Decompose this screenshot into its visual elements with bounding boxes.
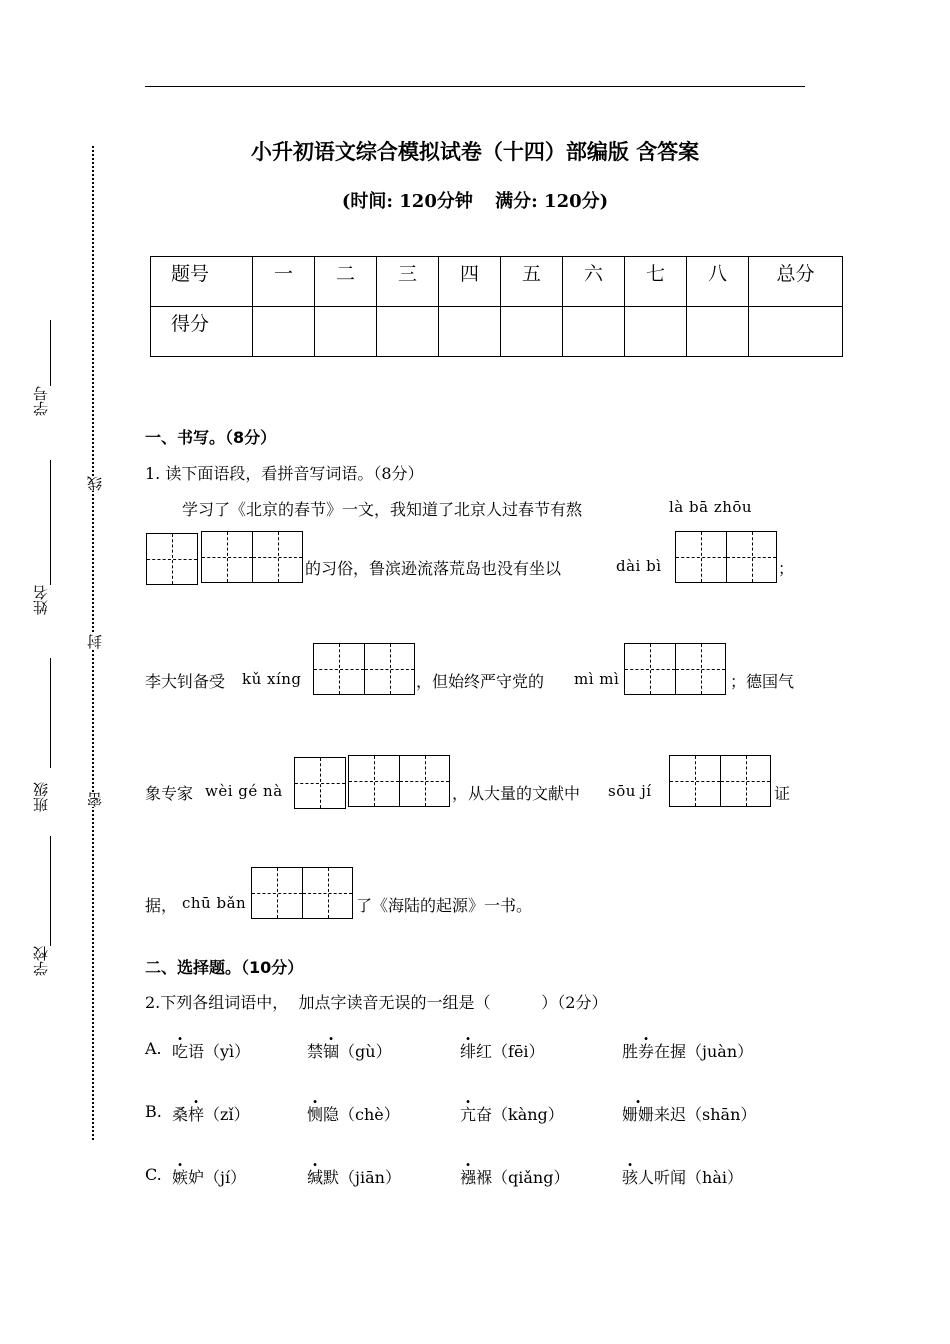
- score-header-cell: 二: [315, 257, 377, 307]
- dotted-char: 锢: [323, 1042, 340, 1061]
- seal-char-secret: 密: [86, 792, 104, 807]
- school-blank: [50, 836, 51, 946]
- q1-text-line4c: 证: [774, 784, 791, 803]
- section-2-heading: 二、选择题。（10分）: [145, 958, 304, 977]
- char-grid-mi-mi[interactable]: [624, 643, 726, 695]
- score-table: [150, 256, 843, 357]
- option-word: [307, 1102, 400, 1125]
- score-cell[interactable]: [749, 307, 843, 357]
- name-blank: [50, 460, 51, 585]
- pinyin-mi-mi: mì mì: [574, 670, 620, 688]
- class-blank: [50, 658, 51, 768]
- dotted-char: 姗姗: [622, 1105, 655, 1124]
- word-reading: （gù）: [339, 1042, 392, 1061]
- char-grid-dai-bi[interactable]: [675, 531, 777, 583]
- exam-info: [0, 187, 950, 213]
- section-1-heading: 一、书写。（8分）: [145, 428, 277, 447]
- dotted-char: 襁: [460, 1168, 477, 1187]
- score-cell[interactable]: [687, 307, 749, 357]
- score-cell[interactable]: [315, 307, 377, 357]
- score-cell[interactable]: [377, 307, 439, 357]
- exam-full-score: 满分: 120分): [495, 191, 609, 212]
- q1-text-line4a: 象专家: [145, 784, 194, 803]
- score-cell[interactable]: [625, 307, 687, 357]
- word-part: 桑: [172, 1105, 189, 1124]
- score-header-cell: 总分: [749, 257, 843, 307]
- header-rule: [145, 86, 805, 87]
- q1-text-line5a: 据，: [145, 896, 178, 915]
- dotted-char: 绯: [460, 1042, 477, 1061]
- option-word: [460, 1102, 564, 1125]
- word-reading: 默（jiān）: [323, 1168, 401, 1187]
- pinyin-sou-ji: sōu jí: [608, 782, 652, 800]
- word-part: 胜: [622, 1042, 639, 1061]
- label-school: 学校: [32, 946, 50, 976]
- score-header-cell: 四: [439, 257, 501, 307]
- exam-time: (时间: 120分钟: [341, 191, 473, 212]
- q1-text-line3b: ，但始终严守党的: [416, 672, 545, 691]
- q1-text-line2a: 的习俗，鲁滨逊流落荒岛也没有坐以: [305, 559, 562, 578]
- score-header-cell: 题号: [151, 257, 253, 307]
- q1-text-line3a: 李大钊备受: [145, 672, 226, 691]
- word-reading: 妒（jí）: [188, 1168, 247, 1187]
- score-cell[interactable]: [501, 307, 563, 357]
- pinyin-dai-bi: dài bì: [616, 557, 662, 575]
- dotted-char: 亢: [460, 1105, 477, 1124]
- dotted-char: 嫉: [172, 1168, 189, 1187]
- q1-text-line1: 学习了《北京的春节》一文，我知道了北京人过春节有熬: [182, 500, 583, 519]
- word-reading: 红（fēi）: [476, 1042, 545, 1061]
- score-row-label: 得分: [151, 307, 253, 357]
- option-word: [172, 1165, 246, 1188]
- option-word: [172, 1102, 250, 1125]
- pinyin-la-ba-zhou: là bā zhōu: [669, 498, 753, 516]
- char-grid-ge-na[interactable]: [348, 755, 450, 807]
- dotted-char: 吃: [172, 1042, 189, 1061]
- score-cell[interactable]: [253, 307, 315, 357]
- dotted-char: 恻: [307, 1105, 324, 1124]
- word-reading: 奋（kàng）: [476, 1105, 564, 1124]
- score-cell[interactable]: [563, 307, 625, 357]
- word-reading: 语（yì）: [188, 1042, 251, 1061]
- label-student-id: 学号: [32, 386, 50, 416]
- word-reading: （zǐ）: [204, 1105, 250, 1124]
- score-header-cell: 七: [625, 257, 687, 307]
- char-grid-ku-xing[interactable]: [313, 643, 415, 695]
- char-grid-chu-ban[interactable]: [251, 867, 353, 919]
- option-word: [307, 1165, 401, 1188]
- score-cell[interactable]: [439, 307, 501, 357]
- word-reading: 隐（chè）: [323, 1105, 400, 1124]
- q1-text-line2b: ；: [778, 559, 795, 578]
- dotted-char: 缄: [307, 1168, 324, 1187]
- word-reading: 褓（qiǎng）: [476, 1168, 570, 1187]
- option-word: [622, 1102, 756, 1125]
- seal-char-line: 线: [86, 476, 104, 491]
- option-word: [622, 1039, 753, 1062]
- label-name: 姓名: [32, 585, 50, 615]
- question-2-prompt: 2.下列各组词语中， 加点字读音无误的一组是（ ）（2分）: [145, 993, 608, 1012]
- word-part: 禁: [307, 1042, 324, 1061]
- option-letter[interactable]: A.: [145, 1039, 162, 1058]
- char-grid-sou-ji[interactable]: [669, 755, 771, 807]
- score-table-header-row: [151, 257, 843, 307]
- page-title: 小升初语文综合模拟试卷（十四）部编版 含答案: [250, 140, 700, 164]
- option-word: [460, 1039, 545, 1062]
- pinyin-ku-xing: kǔ xíng: [242, 670, 302, 688]
- q1-text-line4b: ，从大量的文献中: [452, 784, 581, 803]
- seal-char-seal: 封: [86, 634, 104, 649]
- option-word: [622, 1165, 743, 1188]
- option-letter[interactable]: C.: [145, 1165, 162, 1184]
- option-word: [460, 1165, 569, 1188]
- dotted-char: 券: [638, 1042, 655, 1061]
- word-reading: 来迟（shān）: [654, 1105, 757, 1124]
- q1-text-line3c: ；德国气: [730, 672, 795, 691]
- char-grid-la[interactable]: [146, 533, 198, 585]
- score-table-score-row: [151, 307, 843, 357]
- option-word: [172, 1039, 250, 1062]
- q1-text-line5b: 了《海陆的起源》一书。: [356, 896, 533, 915]
- word-reading: 人听闻（hài）: [638, 1168, 743, 1187]
- option-word: [307, 1039, 392, 1062]
- word-reading: 在握（juàn）: [654, 1042, 754, 1061]
- score-header-cell: 一: [253, 257, 315, 307]
- option-letter[interactable]: B.: [145, 1102, 162, 1121]
- score-header-cell: 五: [501, 257, 563, 307]
- question-1-prompt: 1. 读下面语段，看拼音写词语。（8分）: [145, 464, 424, 483]
- dotted-char: 骇: [622, 1168, 639, 1187]
- label-class: 班级: [32, 782, 50, 812]
- dotted-char: 梓: [188, 1105, 205, 1124]
- score-header-cell: 三: [377, 257, 439, 307]
- char-grid-ba-zhou[interactable]: [201, 531, 303, 583]
- score-header-cell: 八: [687, 257, 749, 307]
- pinyin-chu-ban: chū bǎn: [182, 894, 247, 912]
- student-id-blank: [50, 320, 51, 386]
- pinyin-wei-ge-na: wèi gé nà: [205, 782, 283, 800]
- char-grid-wei[interactable]: [294, 757, 346, 809]
- score-header-cell: 六: [563, 257, 625, 307]
